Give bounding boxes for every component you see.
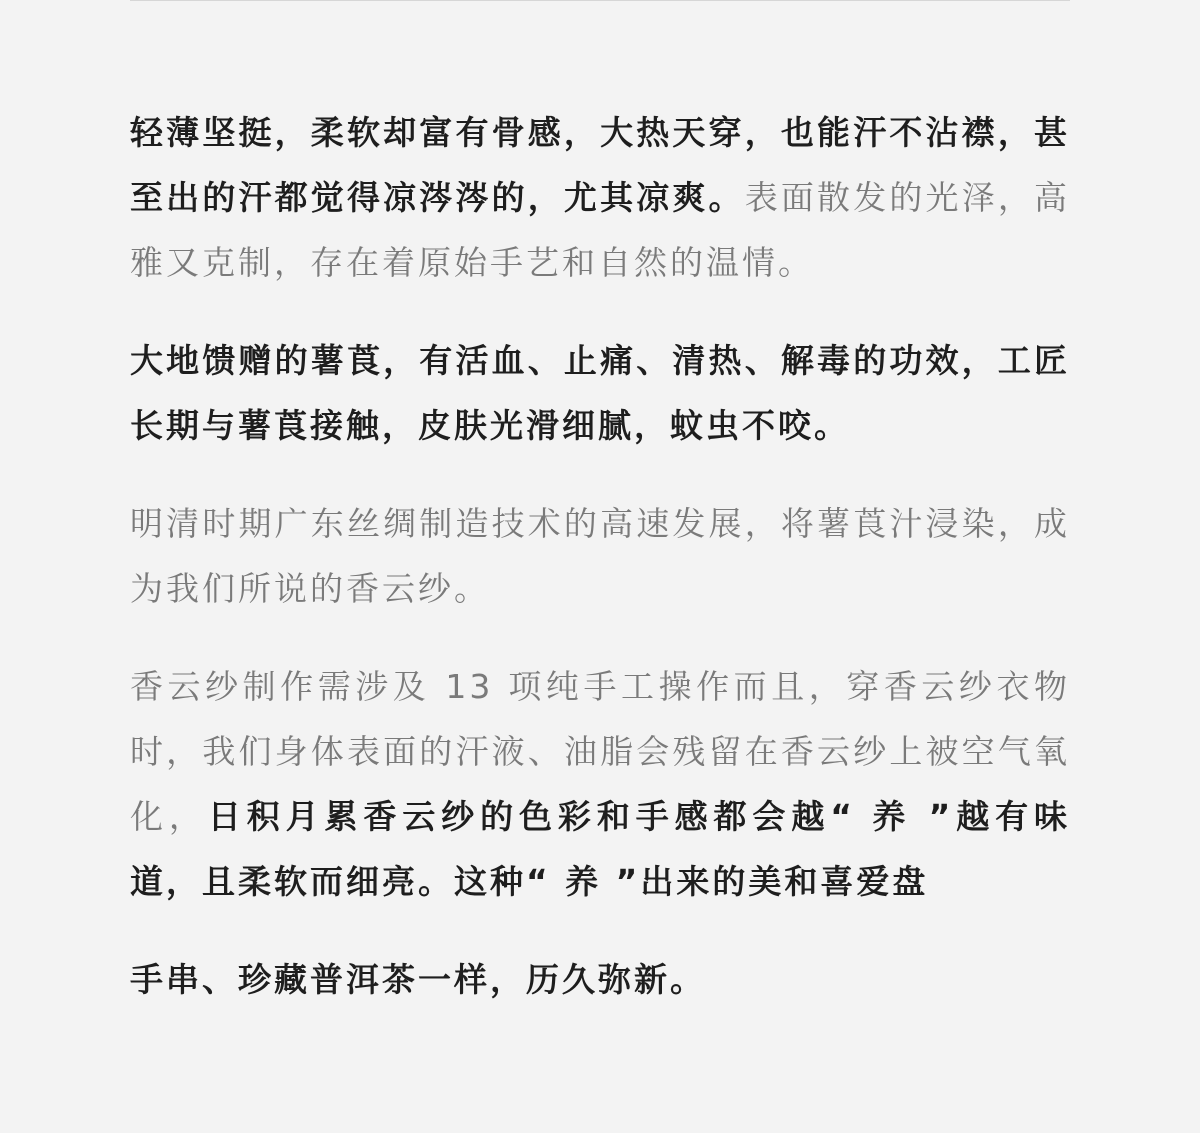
paragraph-history: [130, 491, 1070, 621]
top-divider: [130, 0, 1070, 1]
paragraph-process: [130, 654, 1070, 914]
paragraph-segment: 明清时期广东丝绸制造技术的高速发展，将薯莨汁浸染，成为我们所说的香云纱。: [130, 504, 1070, 608]
paragraph-texture: [130, 100, 1070, 295]
paragraph-segment: 大地馈赠的薯莨，有活血、止痛、清热、解毒的功效，工匠长期与薯莨接触，皮肤光滑细腻，蚊虫不咬。: [130, 341, 1070, 445]
article-body: [130, 100, 1070, 1012]
paragraph-segment: 表面散发的光泽，高雅又克制，存在着原始手艺和自然的温情。: [130, 178, 1071, 282]
paragraph-segment: 手串、珍藏普洱茶一样，历久弥新。: [130, 960, 706, 999]
paragraph-segment: 香云纱制作需涉及 13 项纯手工操作而且，穿香云纱衣物时，我们身体表面的汗液、油脂会残留在香云纱上被空气氧化，: [130, 667, 1070, 836]
paragraph-segment: 轻薄坚挺，柔软却富有骨感，大热天穿，也能汗不沾襟，甚至出的汗都觉得凉涔涔的，尤其凉爽。: [130, 113, 1070, 217]
paragraph-shulang: [130, 328, 1070, 458]
paragraph-segment: 日积月累香云纱的色彩和手感都会越“ 养 ”越有味道，且柔软而细亮。这种“ 养 ”出来的美和喜爱盘: [130, 797, 1071, 901]
paragraph-closing: [130, 947, 1070, 1012]
